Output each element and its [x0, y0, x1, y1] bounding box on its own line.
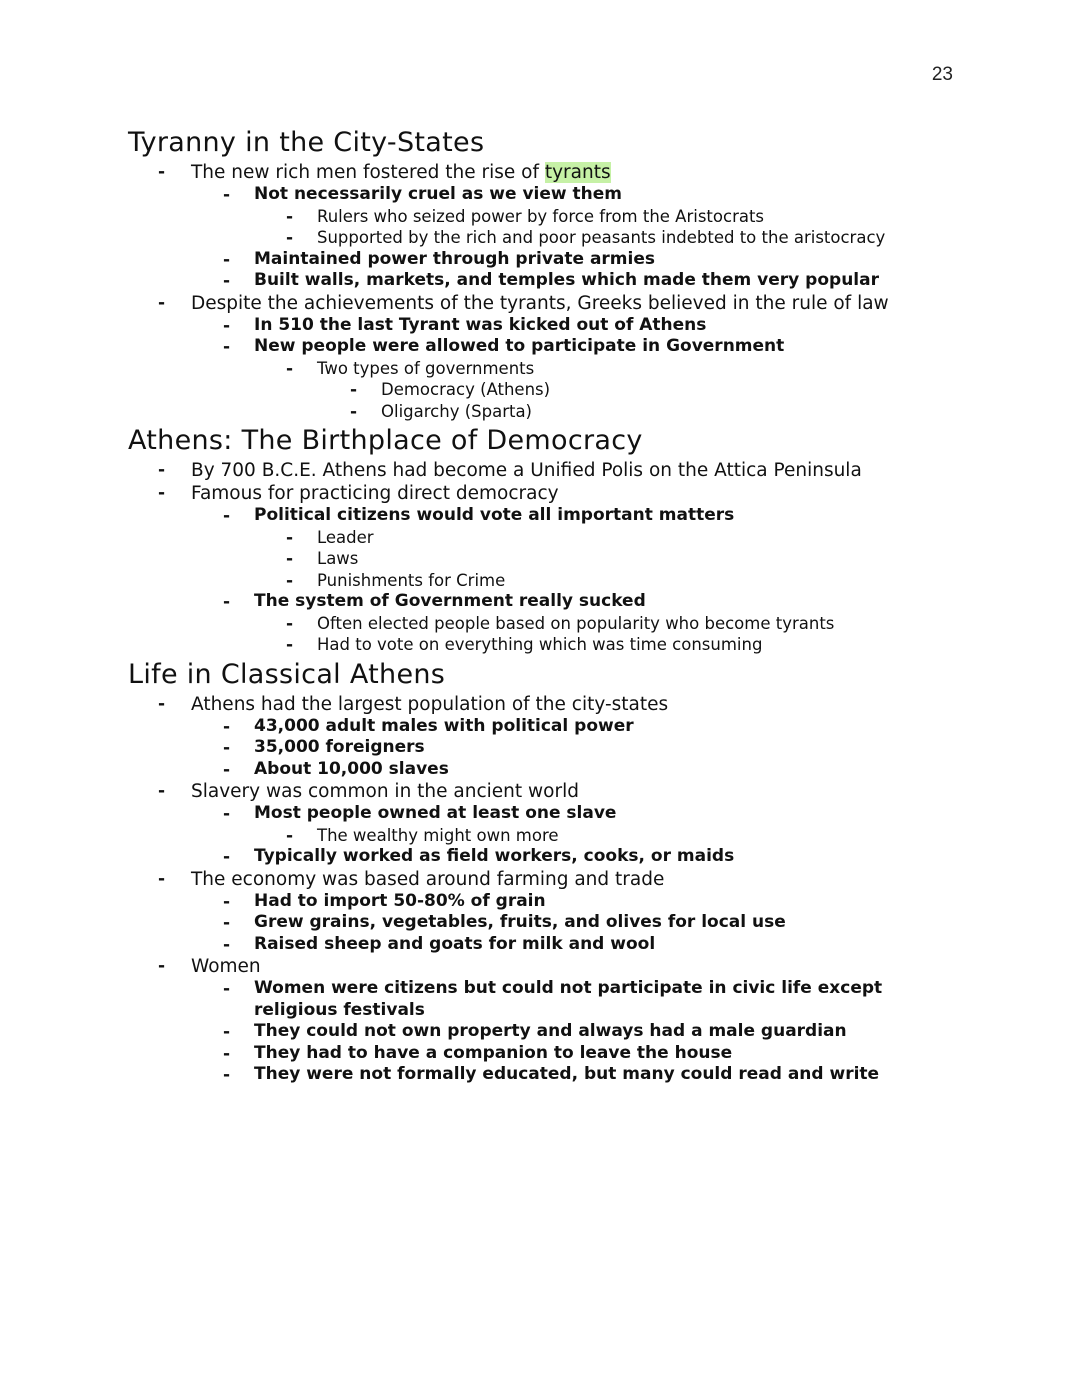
highlighted-term: tyrants: [544, 162, 611, 183]
bullet: - New people were allowed to participate in Government: [223, 336, 785, 357]
section-tyranny: [128, 126, 968, 422]
bullet: - They were not formally educated, but many could read and write: [223, 1064, 880, 1085]
bullet: - Laws: [286, 549, 359, 569]
bullet: - 43,000 adult males with political power: [223, 715, 634, 737]
bullet: - The economy was based around farming and trade: [158, 868, 665, 890]
bullet: - Raised sheep and goats for milk and wool: [223, 933, 656, 955]
bullet: - Rulers who seized power by force from the Aristocrats: [286, 206, 765, 227]
bullet: - 35,000 foreigners: [223, 737, 425, 758]
bullet: - Often elected people based on popularity who become tyrants: [286, 613, 835, 634]
bullet: - Typically worked as field workers, cooks, or maids: [223, 846, 735, 867]
bullet: - Maintained power through private armies: [223, 248, 655, 270]
bullet: - Built walls, markets, and temples which made them very popular: [223, 270, 879, 291]
bullet: - Women: [158, 956, 261, 977]
bullet: - Women were citizens but could not participate in civic life except religious festivals: [223, 978, 883, 1020]
bullet: - Grew grains, vegetables, fruits, and olives for local use: [223, 912, 786, 933]
bullet: - Had to import 50-80% of grain: [223, 890, 546, 912]
section-heading: Athens: The Birthplace of Democracy: [128, 425, 643, 456]
bullet: - By 700 B.C.E. Athens had become a Unified Polis on the Attica Peninsula: [158, 460, 862, 481]
bullet: - Supported by the rich and poor peasants indebted to the aristocracy: [286, 228, 886, 248]
bullet: - Despite the achievements of the tyrants, Greeks believed in the rule of law: [158, 292, 889, 314]
bullet: - Had to vote on everything which was time consuming: [286, 635, 763, 655]
section-heading: Tyranny in the City-States: [128, 127, 485, 158]
bullet: - Most people owned at least one slave: [223, 803, 617, 824]
bullet: - The wealthy might own more: [286, 825, 559, 846]
bullet: - Oligarchy (Sparta): [350, 401, 532, 422]
bullet: - They could not own property and always had a male guardian: [223, 1021, 847, 1042]
section-life: [128, 658, 968, 1086]
bullet: - Punishments for Crime: [286, 570, 506, 591]
section-athens: [128, 424, 968, 656]
bullet: - Two types of governments: [286, 358, 535, 379]
bullet: - Athens had the largest population of the city-states: [158, 693, 669, 715]
document-body: [128, 126, 968, 1086]
bullet: - They had to have a companion to leave the house: [223, 1042, 733, 1064]
bullet: - The new rich men fostered the rise of tyrants: [158, 162, 611, 183]
bullet: - Famous for practicing direct democracy: [158, 483, 559, 504]
page-number: 23: [931, 64, 953, 85]
bullet: - Not necessarily cruel as we view them: [223, 184, 622, 205]
bullet: - Leader: [286, 527, 374, 548]
bullet: - About 10,000 slaves: [223, 758, 449, 780]
bullet: - Democracy (Athens): [350, 380, 551, 400]
bullet: - Slavery was common in the ancient world: [158, 781, 579, 802]
bullet: - In 510 the last Tyrant was kicked out of Athens: [223, 314, 707, 336]
bullet: - The system of Government really sucked: [223, 591, 646, 612]
section-heading: Life in Classical Athens: [128, 658, 446, 690]
bullet: - Political citizens would vote all important matters: [223, 505, 735, 526]
